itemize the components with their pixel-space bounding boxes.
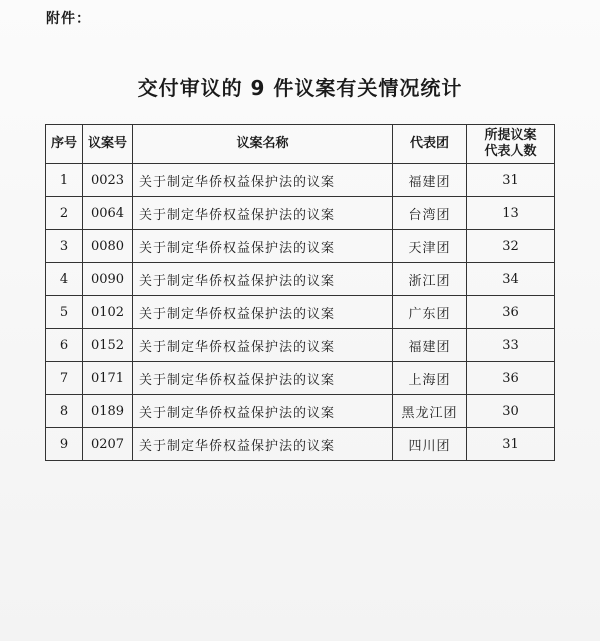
row-motion-name-cell: 关于制定华侨权益保护法的议案 <box>133 197 393 230</box>
row-seq-cell: 6 <box>46 329 83 362</box>
table-row <box>46 296 555 329</box>
row-delegate-count-cell: 30 <box>467 395 555 428</box>
row-motion-name-cell: 关于制定华侨权益保护法的议案 <box>133 395 393 428</box>
row-delegate-count-cell: 34 <box>467 263 555 296</box>
row-motion-number-cell: 0023 <box>83 164 133 197</box>
header-delegation: 代表团 <box>393 125 467 164</box>
header-delegate-count-line2: 代表人数 <box>484 144 537 159</box>
row-seq-cell: 5 <box>46 296 83 329</box>
row-seq-cell: 3 <box>46 230 83 263</box>
table-row <box>46 230 555 263</box>
row-seq-cell: 2 <box>46 197 83 230</box>
row-delegate-count-cell: 31 <box>467 428 555 461</box>
row-motion-name-cell: 关于制定华侨权益保护法的议案 <box>133 329 393 362</box>
table-row <box>46 428 555 461</box>
row-delegation-cell: 广东团 <box>393 296 467 329</box>
row-delegation-cell: 浙江团 <box>393 263 467 296</box>
header-delegate-count <box>467 125 555 164</box>
header-seq: 序号 <box>46 125 83 164</box>
table-row <box>46 395 555 428</box>
row-motion-name-cell: 关于制定华侨权益保护法的议案 <box>133 263 393 296</box>
header-motion-number: 议案号 <box>83 125 133 164</box>
row-motion-name-cell: 关于制定华侨权益保护法的议案 <box>133 164 393 197</box>
row-motion-number-cell: 0207 <box>83 428 133 461</box>
row-seq-cell: 1 <box>46 164 83 197</box>
table-header-row <box>46 125 555 164</box>
table-row <box>46 329 555 362</box>
row-motion-number-cell: 0064 <box>83 197 133 230</box>
row-motion-name-cell: 关于制定华侨权益保护法的议案 <box>133 362 393 395</box>
row-delegation-cell: 四川团 <box>393 428 467 461</box>
row-delegation-cell: 天津团 <box>393 230 467 263</box>
row-motion-name-cell: 关于制定华侨权益保护法的议案 <box>133 230 393 263</box>
row-seq-cell: 9 <box>46 428 83 461</box>
row-delegation-cell: 黑龙江团 <box>393 395 467 428</box>
row-delegate-count-cell: 36 <box>467 362 555 395</box>
motions-table <box>45 124 555 461</box>
row-motion-number-cell: 0171 <box>83 362 133 395</box>
row-motion-number-cell: 0189 <box>83 395 133 428</box>
table-row <box>46 362 555 395</box>
row-seq-cell: 7 <box>46 362 83 395</box>
header-delegate-count-line1: 所提议案 <box>484 128 537 143</box>
row-delegate-count-cell: 31 <box>467 164 555 197</box>
row-delegation-cell: 台湾团 <box>393 197 467 230</box>
row-delegate-count-cell: 13 <box>467 197 555 230</box>
row-motion-number-cell: 0090 <box>83 263 133 296</box>
row-motion-number-cell: 0152 <box>83 329 133 362</box>
attachment-label: 附件： <box>46 11 91 27</box>
row-motion-name-cell: 关于制定华侨权益保护法的议案 <box>133 428 393 461</box>
table-row <box>46 197 555 230</box>
header-motion-name: 议案名称 <box>133 125 393 164</box>
row-motion-number-cell: 0080 <box>83 230 133 263</box>
table-row <box>46 263 555 296</box>
row-motion-number-cell: 0102 <box>83 296 133 329</box>
row-seq-cell: 8 <box>46 395 83 428</box>
row-delegate-count-cell: 32 <box>467 230 555 263</box>
row-delegation-cell: 福建团 <box>393 164 467 197</box>
row-delegation-cell: 福建团 <box>393 329 467 362</box>
row-delegation-cell: 上海团 <box>393 362 467 395</box>
row-seq-cell: 4 <box>46 263 83 296</box>
table-row <box>46 164 555 197</box>
row-delegate-count-cell: 36 <box>467 296 555 329</box>
row-delegate-count-cell: 33 <box>467 329 555 362</box>
row-motion-name-cell: 关于制定华侨权益保护法的议案 <box>133 296 393 329</box>
document-title: 交付审议的 9 件议案有关情况统计 <box>137 76 463 100</box>
